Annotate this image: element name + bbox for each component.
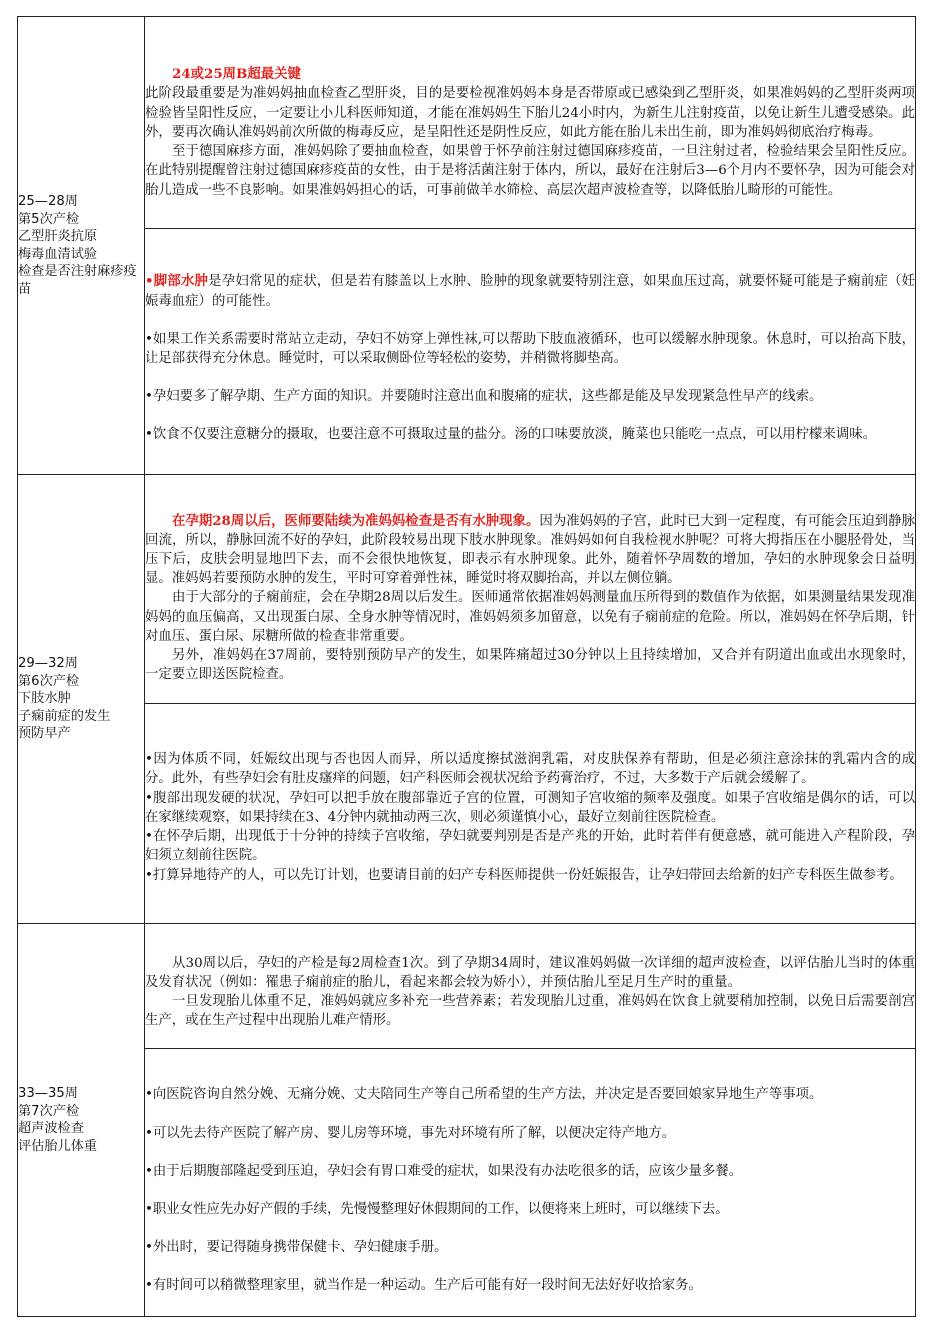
tip-item: •饮食不仅要注意糖分的摄取，也要注意不可摄取过量的盐分。汤的口味要放淡，腌菜也只能吃一点点，可以用柠檬来调味。 (145, 427, 876, 443)
exam-description-cell (145, 475, 916, 704)
paragraph-highlight: 在孕期28周以后，医师要陆续为准妈妈检查是否有水肿现象。 (172, 512, 540, 529)
table-row (18, 475, 916, 704)
period-line: 下肢水肿 (18, 691, 71, 707)
period-line: 超声波检查 (18, 1121, 84, 1136)
period-line: 检查是否注射麻疹疫苗 (18, 264, 137, 297)
table-row (18, 924, 916, 1049)
tip-item: •职业女性应先办好产假的手续，先慢慢整理好休假期间的工作，以便将来上班时，可以继续下去。 (145, 1202, 729, 1217)
exam-description-cell (145, 17, 916, 229)
paragraph: 由于大部分的子痫前症，会在孕期28周以后发生。医师通常依据准妈妈测量血压所得到的数值作为依据，如果测量结果发现准妈妈的血压偏高，又出现蛋白尿、全身水肿等情况时，准妈妈须多加留意，以免有子痫前症的危险。所以，准妈妈在怀孕后期，针对血压、蛋白尿、尿糖所做的检查非常重要。 (145, 590, 915, 644)
period-line: 梅毒血清试验 (18, 246, 98, 262)
tip-text: 是孕妇常见的症状，但是若有膝盖以上水肿、脸肿的现象就要特别注意，如果血压过高，就要怀疑可能是子痫前症（妊娠毒血症）的可能性。 (145, 274, 915, 309)
period-line: 乙型肝炎抗原 (18, 229, 98, 244)
period-line: 29—32周 (18, 656, 78, 672)
tip-item: •因为体质不同，妊娠纹出现与否也因人而异，所以适度擦拭滋润乳霜，对皮肤保养有帮助，但是必须注意涂抹的乳霜内含的成分。此外，有些孕妇会有肚皮瘙痒的问题，妇产科医师会视状况给予药膏治疗，不过，大多数于产后就会缓解了。 (145, 752, 915, 787)
tip-item: •有时间可以稍微整理家里，就当作是一种运动。生产后可能有好一段时间无法好好收拾家务。 (145, 1278, 702, 1294)
period-line: 33—35周 (18, 1086, 78, 1101)
period-cell-33-35 (18, 924, 145, 1317)
table-row (18, 1049, 916, 1317)
tip-item: •可以先去待产医院了解产房、婴儿房等环境，事先对环境有所了解，以便决定待产地方。 (145, 1125, 676, 1141)
tip-item: •如果工作关系需要时常站立走动，孕妇不妨穿上弹性袜,可以帮助下肢血液循环，也可以缓解水肿现象。休息时，可以抬高下肢，让足部获得充分休息。睡觉时，可以采取侧卧位等轻松的姿势，并稍微将脚垫高。 (145, 331, 915, 366)
tip-item: •向医院咨询自然分娩、无痛分娩、丈夫陪同生产等自己所希望的生产方法，并决定是否要回娘家异地生产等事项。 (145, 1087, 823, 1103)
table-row (18, 229, 916, 475)
tip-item: •孕妇要多了解孕期、生产方面的知识。并要随时注意出血和腹痛的症状，这些都是能及早发现紧急性早产的线索。 (145, 389, 823, 405)
period-line: 第5次产检 (18, 211, 80, 227)
paragraph: 另外，准妈妈在37周前，要特别预防早产的发生，如果阵痛超过30分钟以上且持续增加，又合并有阴道出血或出水现象时，一定要立即送医院检查。 (145, 648, 915, 683)
section-heading: 24或25周B超最关键 (172, 66, 301, 83)
tip-item: •腹部出现发硬的状况，孕妇可以把手放在腹部靠近子宫的位置，可测知子宫收缩的频率及强度。如果子宫收缩是偶尔的话，可以在家继续观察，如果持续在3、4分钟内就抽动两三次，则必须谨慎小心，最好立刻前往医院检查。 (145, 790, 915, 825)
paragraph: 至于德国麻疹方面，准妈妈除了要抽血检查，如果曾于怀孕前注射过德国麻疹疫苗，一旦注射过者，检验结果会呈阳性反应。在此特别提醒曾注射过德国麻疹疫苗的女性，由于是将活菌注射于体内，所以，最好在注射后3—6个月内不要怀孕，因为可能会对胎儿造成一些不良影响。如果准妈妈担心的话，可事前做羊水筛检、高层次超声波检查等，以降低胎儿畸形的可能性。 (145, 144, 915, 198)
tips-cell (145, 1049, 916, 1317)
table-row (18, 17, 916, 229)
tip-highlight: •脚部水肿 (145, 273, 209, 290)
exam-description-cell (145, 924, 916, 1049)
prenatal-schedule-table (17, 16, 916, 1317)
paragraph: 此阶段最重要是为准妈妈抽血检查乙型肝炎，目的是要检视准妈妈本身是否带原或已感染到乙型肝炎，如果准妈妈的乙型肝炎两项检验皆呈阳性反应，一定要让小儿科医师知道，才能在准妈妈生下胎儿24小时内，为新生儿注射疫苗，以免让新生儿遭受感染。此外，要再次确认准妈妈前次所做的梅毒反应，是呈阳性还是阴性反应，如此方能在胎儿未出生前，即为准妈妈彻底治疗梅毒。 (145, 86, 915, 140)
tip-item: •由于后期腹部隆起受到压迫，孕妇会有胃口难受的症状，如果没有办法吃很多的话，应该少量多餐。 (145, 1163, 743, 1179)
tips-cell (145, 229, 916, 475)
paragraph (145, 512, 915, 589)
period-line: 预防早产 (18, 726, 71, 742)
tip-item: •在怀孕后期，出现低于十分钟的持续子宫收缩，孕妇就要判别是否是产兆的开始，此时若伴有便意感，就可能进入产程阶段，孕妇须立刻前往医院。 (145, 829, 915, 864)
period-line: 25—28周 (18, 194, 78, 209)
period-line: 子痫前症的发生 (18, 708, 111, 724)
tip-item: •打算异地待产的人，可以先订计划，也要请目前的妇产专科医师提供一份妊娠报告，让孕妇带回去给新的妇产专科医生做参考。 (145, 867, 903, 883)
period-line: 第7次产检 (18, 1103, 80, 1119)
tips-cell (145, 704, 916, 924)
paragraph: 一旦发现胎儿体重不足，准妈妈就应多补充一些营养素；若发现胎儿过重，准妈妈在饮食上就要稍加控制，以免日后需要剖宫生产，或在生产过程中出现胎儿难产情形。 (145, 994, 915, 1029)
period-cell-29-32 (18, 475, 145, 924)
period-line: 第6次产检 (18, 673, 80, 689)
tip-item (145, 272, 915, 310)
paragraph-text: 因为准妈妈的子宫，此时已大到一定程度，有可能会压迫到静脉回流，所以，静脉回流不好的孕妇，此阶段较易出现下肢水肿现象。准妈妈如何自我检视水肿呢？可将大拇指压在小腿胫骨处，当压下后，皮肤会明显地凹下去，而不会很快地恢复，即表示有水肿现象。此外，随着怀孕周数的增加，孕妇的水肿现象会日益明显。准妈妈若要预防水肿的发生，平时可穿着弹性袜，睡觉时将双脚抬高，并以左侧位躺。 (145, 513, 915, 587)
tip-item: •外出时，要记得随身携带保健卡、孕妇健康手册。 (145, 1240, 448, 1256)
period-cell-25-28 (18, 17, 145, 475)
paragraph: 从30周以后，孕妇的产检是每2周检查1次。到了孕期34周时，建议准妈妈做一次详细的超声波检查，以评估胎儿当时的体重及发育状况（例如：罹患子痫前症的胎儿，看起来都会较为娇小），并预估胎儿至足月生产时的重量。 (145, 955, 915, 990)
table-row (18, 704, 916, 924)
period-line: 评估胎儿体重 (18, 1138, 98, 1154)
